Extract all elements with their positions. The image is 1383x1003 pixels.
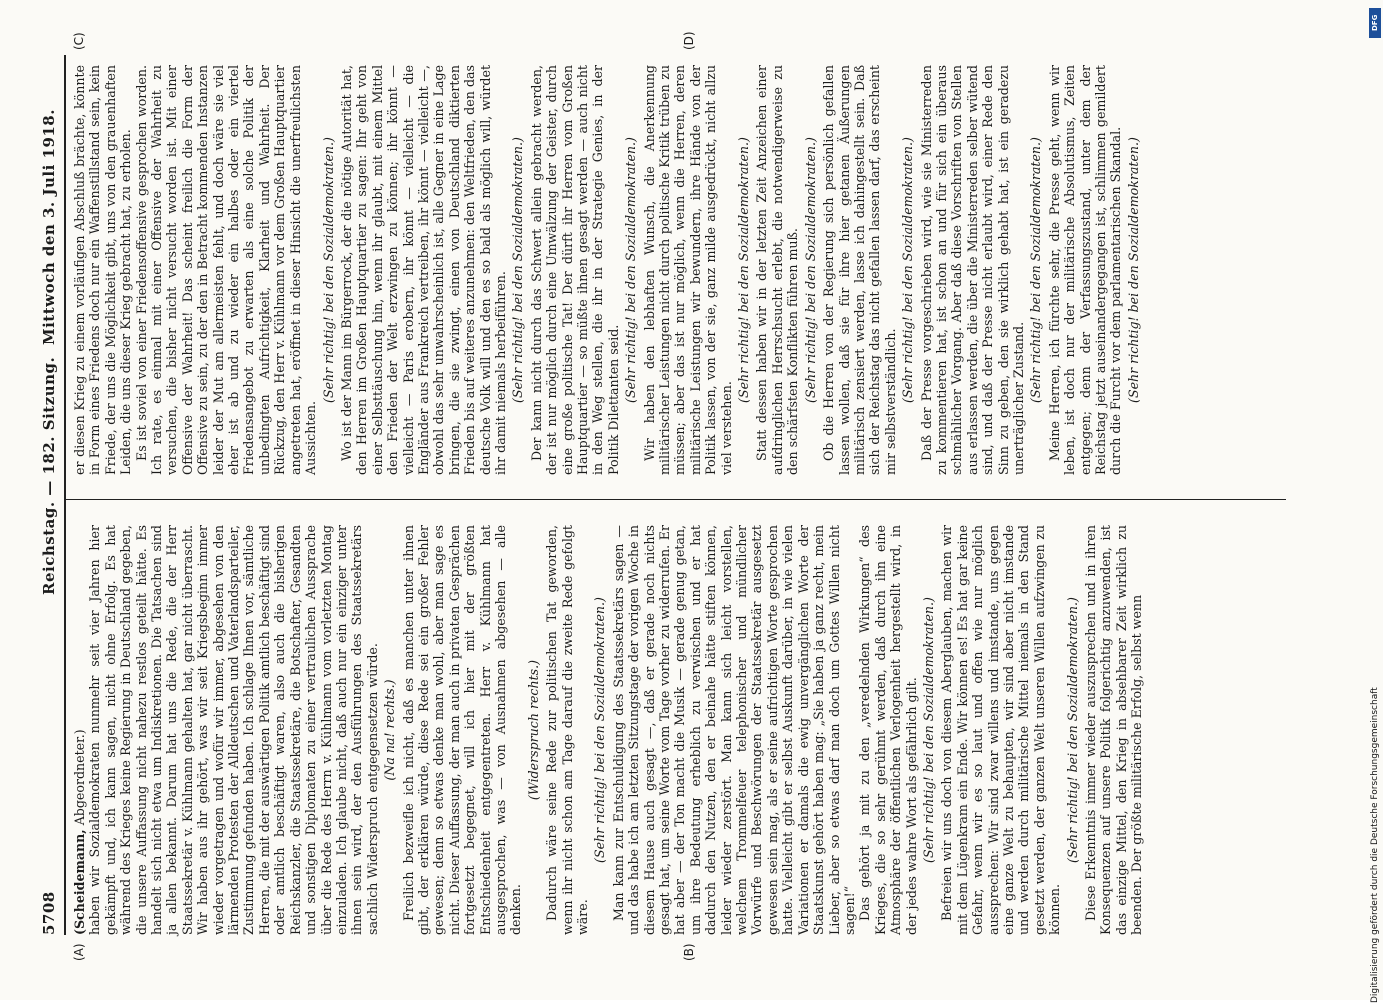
- paragraph: Dadurch wäre seine Rede zur politischen Tat geworden, wenn ihr nicht schon am Tage darauf die zweite Rede gefolgt wäre.: [544, 525, 590, 935]
- interjection: (Widerspruch rechts.): [525, 659, 541, 801]
- left-column: [72, 525, 1145, 935]
- session-date: Mittwoch den 3. Juli 1918.: [40, 109, 58, 345]
- paragraph: Befreien wir uns doch von diesem Aberglauben, machen wir mit dem Lügenkram ein Ende. Wir können es! Es hat gar keine Gefahr, wenn wir es so laut und offen wie nur möglich aussprechen: Wir sind zwar willens und imstande, uns gegen eine ganze Welt zu behaupten, wir sind aber nicht imstande und werden durch militärische Mittel niemals in den Stand gesetzt werden, der ganzen Welt unseren Willen aufzwingen zu können.: [939, 525, 1063, 935]
- margin-marker-b: (B): [682, 943, 696, 961]
- interjection: (Sehr richtig! bei den Sozialdemokraten.): [802, 137, 818, 403]
- page-header: [40, 55, 62, 935]
- column-divider: [66, 499, 1286, 500]
- paragraph: haben wir Sozialdemokraten nunmehr seit vier Jahren hier gekämpft und, ich kann sagen, nicht ohne Erfolg. Es hat während des Krieges keine Regierung in Deutschland gegeben, die unsere Auffassung nicht nahezu restlos geteilt hätte. Es handelt sich nicht etwa um Indiskretionen. Die Tatsachen sind ja allen bekannt. Darum hat uns die Rede, die der Herr Staatssekretär v. Kühlmann gehalten hat, gar nicht überrascht. Wir haben aus ihr gehört, was wir seit Kriegsbeginn immer wieder vorgetragen und wofür wir immer, abgesehen von den lärmenden Protesten der Alldeutschen und Vaterlandsparteiler, Zustimmung gefunden haben. Ich schlage Ihnen vor, sämtliche Herren, die mit der auswärtigen Politik amtlich beschäftigt sind oder amtlich beschäftigt waren, also auch die bisherigen Reichskanzler, die Staatssekretäre, die Botschafter, Gesandten und sonstigen Diplomaten zu einer vertraulichen Aussprache über die Rede des Herrn v. Kühlmann vom vorletzten Montag einzuladen. Ich glaube nicht, daß auch nur ein einziger unter ihnen sein wird, der den Ausführungen des Staatssekretärs sachlich Widerspruch entgegensetzen würde.: [87, 525, 380, 935]
- speaker-role: Abgeordneter.): [72, 729, 87, 830]
- paragraph: Der kann nicht durch das Schwert allein gebracht werden, der ist nur möglich durch eine Umwälzung der Geister, durch eine große politische Tat! Der dürft ihr Herren vom Großen Hauptquartier — so müßte ihnen gesagt werden — auch nicht in den Weg stellen, die ihr in der Strategie Genies, in der Politik Dilettanten seid.: [528, 65, 621, 475]
- interjection: (Sehr richtig! bei den Sozialdemokraten.): [920, 597, 936, 863]
- paragraph: Freilich bezweifle ich nicht, daß es manchen unter ihnen gibt, der erklären würde, diese Rede sei ein großer Fehler gewesen; denn so etwas denke man wohl, aber man sage es nicht. Dieser Auffassung, der man auch in privaten Gesprächen fortgesetzt begegnet, will ich hier mit der größten Entschiedenheit entgegentreten. Herr v. Kühlmann hat ausgesprochen, was — von Ausnahmen abgesehen — alle denken.: [400, 525, 524, 935]
- rotated-sheet: [32, 25, 1332, 975]
- paragraph: Man kann zur Entschuldigung des Staatssekretärs sagen — und das habe ich am letzten Sitzungstage der vorigen Woche in diesem Hause auch gesagt —, daß er gerade noch nichts gesagt hat, um seine Worte vom Tage vorher zu widerrufen. Er hat aber — der Ton macht die Musik — gerade genug getan, um ihre Bedeutung erheblich zu verwischen und er hat dadurch den Nutzen, den er beinahe hätte stiften können, leider wieder zerstört. Man kann sich leicht vorstellen, welchem Trommelfeuer telephonischer und mündlicher Vorwürfe und Beschwörungen der Staatssekretär ausgesetzt gewesen sein mag, als er seine aufrichtigen Worte gesprochen hatte. Vielleicht gibt er selbst Auskunft darüber, in wie vielen Variationen er damals die ewig unvergänglichen Worte der Staatskunst gehört haben mag: „Sie haben ja ganz recht, mein Lieber, aber so etwas darf man doch um Gottes Willen nicht sagen!“: [610, 525, 857, 935]
- paragraph: Daß der Presse vorgeschrieben wird, wie sie Ministerreden zu kommentieren hat, ist schon an und für sich ein überaus schmählicher Vorgang. Aber daß diese Vorschriften von Stellen aus erlassen werden, die über die Ministerreden selber wütend sind, und daß der Presse nicht erlaubt wird, einer Rede den Sinn zu geben, den sie wirklich gehabt hat, ist ein geradezu unerträglicher Zustand.: [918, 65, 1026, 475]
- page-number: 5708: [40, 891, 58, 935]
- credit-line: [1368, 8, 1382, 1003]
- session-title: Reichstag. — 182. Sitzung.: [40, 356, 58, 595]
- margin-marker-a: (A): [72, 943, 86, 961]
- margin-marker-c: (C): [72, 32, 86, 50]
- interjection: (Sehr richtig! bei den Sozialdemokraten.): [736, 137, 752, 403]
- paragraph: Es ist soviel von einer Friedensoffensive gesprochen worden. Ich rate, es einmal mit einer Offensive der Wahrheit zu versuchen, die bisher nicht versucht worden ist. Mit einer Offensive der Wahrheit! Das scheint freilich die Form der Offensive zu sein, zu der den in Betracht kommenden Instanzen leider der Mut am allermeisten fehlt, und doch wäre sie viel eher ist ab und zu wieder ein halbes oder ein viertel Friedensangebot zu erwarten als eine solche Politik der unbedingten Aufrichtigkeit, Klarheit und Wahrheit. Der Rückzug, den Herr v. Kühlmann vor dem Großen Hauptquartier angetreten hat, eröffnet in dieser Hinsicht die unerfreulichsten Aussichten.: [133, 65, 319, 475]
- interjection: (Sehr richtig! bei den Sozialdemokraten.): [320, 137, 336, 403]
- paragraph: Statt dessen haben wir in der letzten Zeit Anzeichen einer aufdringlichen Herrschsucht erlebt, die notwendigerweise zu den schärfsten Konflikten führen muß.: [754, 65, 801, 475]
- interjection: (Na na! rechts.): [382, 679, 398, 781]
- paragraph: [72, 525, 87, 935]
- paragraph: Das gehört ja mit zu den „veredelnden Wirkungen“ des Krieges, die so sehr gerühmt werden, daß durch ihn eine Atmosphäre der öffentlichen Verlogenheit hergestellt wird, in der jedes wahre Wort als gefährlich gilt.: [857, 525, 919, 935]
- interjection: (Sehr richtig! bei den Sozialdemokraten.): [1125, 137, 1141, 403]
- paragraph: Diese Erkenntnis immer wieder auszusprechen und in ihren Konsequenzen auf unsere Politik folgerichtig anzuwenden, ist das einzige Mittel, den Krieg in absehbarer Zeit wirklich zu beenden. Der größte militärische Erfolg, selbst wenn: [1083, 525, 1145, 935]
- interjection: (Sehr richtig! bei den Sozialdemokraten.): [510, 137, 526, 403]
- paragraph: Wir haben den lebhaften Wunsch, die Anerkennung militärischer Leistungen nicht durch politische Kritik trüben zu müssen; aber das ist nur möglich, wenn die Herren, deren militärische Leistungen wir bewundern, ihre Hände von der Politik lassen, von der sie, ganz milde ausgedrückt, nicht allzu viel verstehen.: [641, 65, 734, 475]
- paragraph: Meine Herren, ich fürchte sehr, die Presse geht, wenn wir leben, ist doch nur der militärische Absolutismus, Zeiten entgegen; denn der Verfassungszustand, unter dem der Reichstag jetzt auseinandergegangen ist, schlimmen gemildert durch die Furcht vor dem parlamentarischen Skandal.: [1046, 65, 1124, 475]
- speaker-name: (Scheidemann,: [72, 829, 87, 935]
- interjection: (Sehr richtig! bei den Sozialdemokraten.): [592, 597, 608, 863]
- dfg-logo: DFG: [1369, 8, 1381, 38]
- margin-marker-d: (D): [682, 31, 696, 50]
- header-rule: [64, 55, 66, 935]
- right-column: [72, 65, 1144, 475]
- credit-text: Digitalisierung gefördert durch die Deutsche Forschungsgemeinschaft: [1370, 687, 1380, 1003]
- interjection: (Sehr richtig! bei den Sozialdemokraten.): [900, 137, 916, 403]
- paragraph: er diesen Krieg zu einem vorläufigen Abschluß brächte, könnte in Form eines Friedens doch nur ein Waffenstillstand sein, kein Friede, der uns die Möglichkeit gibt, uns von den grauenhaften Leiden, die uns dieser Krieg gebracht hat, zu erholen.: [72, 65, 134, 475]
- interjection: (Sehr richtig! bei den Sozialdemokraten.): [1064, 597, 1080, 863]
- paragraph: Wo ist der Mann im Bürgerrock, der die nötige Autorität hat, den Herren im Großen Hauptquartier zu sagen: Ihr geht von einer Selbsttäuschung hin, wenn ihr glaubt, mit einem Mittel den Frieden der Welt erzwingen zu können; ihr könnt — vielleicht — Paris erobern, ihr könnt — vielleicht — die Engländer aus Frankreich vertreiben, ihr könnt — vielleicht —, obwohl das sehr unwahrscheinlich ist, alle Gegner in eine Lage bringen, die sie zwingt, einen von Deutschland diktierten Frieden bis auf weiteres anzunehmen: den Weltfrieden, den das deutsche Volk will und den es so bald als möglich will, würdet ihr damit niemals herbeiführen.: [338, 65, 508, 475]
- interjection: (Sehr richtig! bei den Sozialdemokraten.): [1028, 137, 1044, 403]
- interjection: (Sehr richtig! bei den Sozialdemokraten.): [623, 137, 639, 403]
- paragraph: Ob die Herren von der Regierung sich persönlich gefallen lassen wollen, daß sie für ihre hier getanen Äußerungen militärisch zensiert werden, lasse ich dahingestellt sein. Daß sich der Reichstag das nicht gefallen lassen darf, das erscheint mir selbstverständlich.: [821, 65, 898, 475]
